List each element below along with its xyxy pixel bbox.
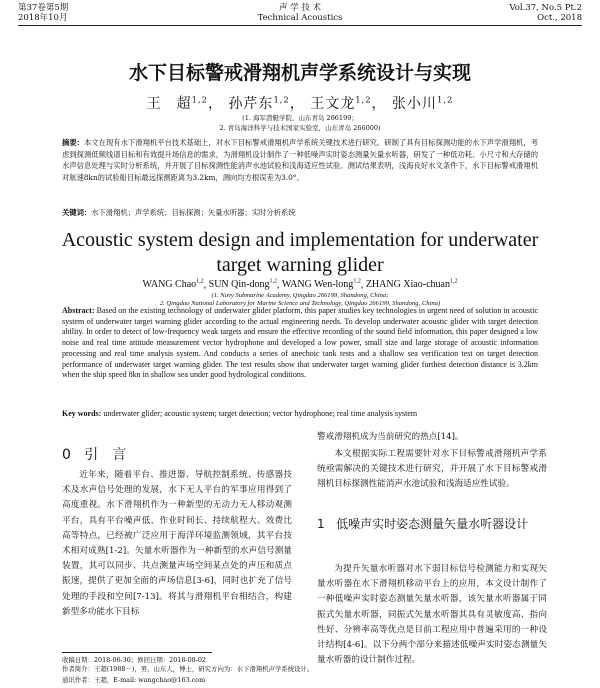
header-volume-en: Vol.37, No.5 Pt.2	[509, 3, 582, 13]
author-list-en: WANG Chao$^{1,2}$, SUN Qin-dong$^{1,2}$, WANG Wen-long$^{1,2}$, ZHANG Xiao-chuan$^{1,2}$	[142, 279, 458, 291]
paper-title-cn: 水下目标警戒滑翔机声学系统设计与实现	[128, 62, 471, 84]
keywords-en-text: underwater glider; acoustic system; target detection; vector hydrophone; real time analysis system	[103, 409, 418, 418]
running-header	[18, 3, 582, 26]
author-en: SUN Qin-dong$^{1,2}$	[208, 279, 277, 291]
intro-paragraph-2: 本文根据实际工程需要针对水下目标警戒滑翔机声学系统亟需解决的关键技术进行研究，并开展了水下目标警戒滑翔机目标探测性能消声水池试验和浅海适应性试验。	[317, 449, 547, 490]
header-journal-en: Technical Acoustics	[257, 13, 343, 23]
keywords-en	[62, 409, 538, 418]
paper-title-en: Acoustic system design and implementation for underwater target warning glider	[61, 229, 539, 276]
header-center	[18, 3, 582, 23]
author-cn: 王 超$^{1,2}$	[146, 94, 208, 112]
author-en: WANG Chao$^{1,2}$	[142, 279, 204, 291]
author-en: WANG Wen-long$^{1,2}$	[281, 279, 361, 291]
section-1-title: 低噪声实时姿态测量矢量水听器设计	[336, 517, 529, 531]
author-cn: 张小川$^{1,2}$	[392, 94, 454, 112]
keywords-cn-text: 水下滑翔机；声学系统；目标探测；矢量水听器；实时分析系统	[91, 208, 296, 217]
abstract-cn-label: 摘要：	[62, 138, 84, 147]
affiliation-en-1: (1. Navy Submarine Academy, Qingdao 266199, Shandong, China;	[211, 292, 389, 299]
header-journal-cn: 声 学 技 术	[278, 3, 322, 13]
header-right	[509, 3, 582, 23]
intro-paragraph: 近年来，随着平台、推进器、导航控制系统、传感器技术及水声信号处理的发展，水下无人平台的军事应用得到了高度重视。水下滑翔机作为一种新型的无动力无人移动观测平台，具有平台噪声低、作业时间长、持续航程大、效费比高等特点，已经被广泛应用于海洋环境监测领域，其平台技术相对成熟[1-2]。矢量水听器作为一种新型的水声信号测量装置，其可以同步、共点测量声场空间某点处的声压和质点振速，提供了更加全面的声场信息[3-6]，同时也扩充了信号处理的手段和空间[7-13]。将其与滑翔机平台相结合，构建新型多功能水下目标	[62, 470, 292, 617]
keywords-cn-label: 关键词：	[62, 208, 92, 217]
author-cn: 孙芹东$^{1,2}$	[228, 94, 290, 112]
footnote-rule	[62, 652, 212, 653]
header-date-cn: 2018年10月	[18, 13, 68, 23]
section-1-heading	[317, 515, 547, 534]
section-0-number: 0	[62, 447, 71, 463]
footnote-received: 收稿日期：2018-06-30；修回日期：2018-08-02	[62, 656, 206, 664]
abstract-cn	[62, 137, 538, 183]
affiliation-cn-1: (1. 海军潜艇学院，山东青岛 266199；	[242, 114, 358, 122]
section-0-title: 引 言	[84, 447, 127, 463]
abstract-en	[62, 306, 538, 381]
header-volume: 第37卷第5期	[18, 3, 69, 13]
section-1-paragraph: 为提升矢量水听器对水下弱目标信号检测能力和实现矢量水听器在水下滑翔机移动平台上的应用，本文设计制作了一种低噪声实时姿态测量矢量水听器，该矢量水听器属于同振式矢量水听器，同振式矢量水听器其具有灵敏度高、指向性好、分辨率高等优点是目前工程应用中普遍采用的一种设计结构[4-6]。以下分两个部分来描述低噪声实时姿态测量矢量水听器的设计制作过程。	[317, 564, 547, 666]
footnote-author-bio: 作者简介：王超(1988－)，男，山东人，博士，研究方向为：水下滑翔机声学系统设计。	[62, 665, 314, 673]
keywords-cn	[62, 207, 538, 219]
author-en: ZHANG Xiao-chuan$^{1,2}$	[365, 279, 458, 291]
abstract-en-label: Abstract:	[62, 306, 95, 315]
header-date-en: Oct., 2018	[537, 13, 582, 23]
affiliation-cn-2: 2. 青岛海洋科学与技术国家实验室，山东青岛 266000)	[219, 124, 381, 132]
keywords-en-label: Key words:	[62, 409, 102, 418]
footnote-corresponding: 通讯作者：王超，E-mail: wangchao@163.com	[62, 676, 206, 684]
intro-paragraph-cont: 警戒滑翔机成为当前研究的热点[14]。	[317, 432, 464, 442]
section-0-heading	[62, 444, 126, 464]
abstract-cn-text: 本文在现有水下滑翔机平台技术基础上，对水下目标警戒滑翔机声学系统关键技术进行研究。研制了具有目标探测功能的水下声学滑翔机，考虑到探测低频线谱目标和有效提升场信息的需求，为滑翔机设计制作了一种低噪声实时姿态测量矢量水听器，研发了一种低功耗、小尺寸和大存储的水声信息处理与实时分析系统，并开展了目标探测性能消声水池试验和浅海适应性试验。测试结果表明，浅海良好水文条件下，水下目标警戒滑翔机对航速8kn的试验船目标最远探测距离为3.2km，测向均方根误差为3.0°。	[62, 138, 539, 182]
affiliation-en-2: 2. Qingdao National Laboratory for Marine Science and Technology, Qingdao 266199, Shandong, China)	[159, 300, 441, 307]
author-list-cn: 王 超$^{1,2}$， 孙芹东$^{1,2}$， 王文龙$^{1,2}$， 张小川$^{1,2}$	[146, 94, 454, 112]
abstract-en-text: Based on the existing technology of underwater glider platform, this paper studies key technologies in urgent need of solution in acoustic system of underwater target warning glider according to the actual engineering needs. To develop underwater acoustic glider with target detection ability. In order to detect of low-frequency weak targets and ensure the effective recording of the sound field information, this paper designed a low noise and real time attitude measurement vector hydrophone and developed a low power, small size and large storage of acoustic information processing and real time analysis system. And conducts a series of anechoic tank tests and a shallow sea verification test on target detection performance of underwater target warning glider. The test results show that underwater target warning glider furthest detection distance is 3.2km when the ship speed 8kn in shallow sea under good hydrological conditions.	[62, 306, 538, 380]
author-cn: 王文龙$^{1,2}$	[310, 94, 372, 112]
section-1-number: 1	[317, 517, 325, 531]
